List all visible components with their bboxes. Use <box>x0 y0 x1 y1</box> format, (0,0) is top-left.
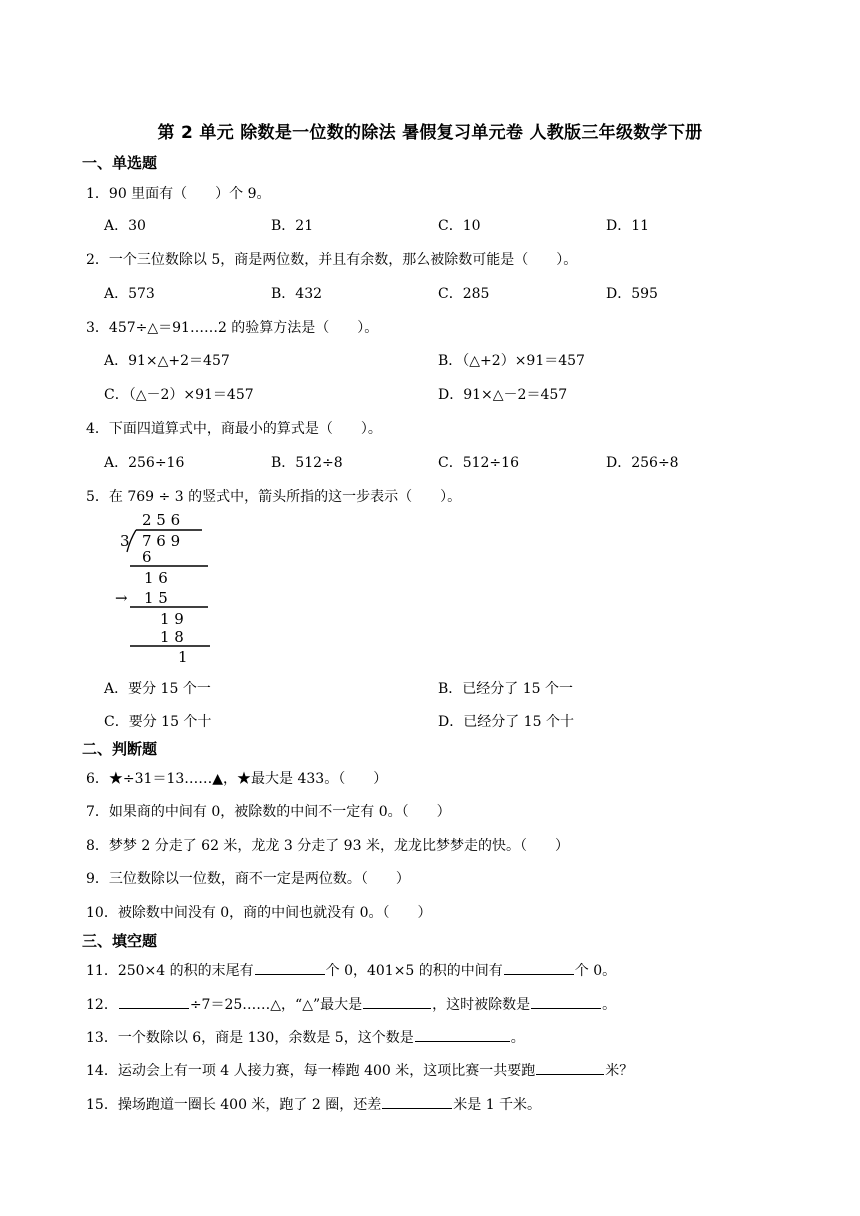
q11-text-3: 个 0。 <box>574 963 617 979</box>
question-6: 6．★÷31＝13……▲，★最大是 433。（ ） <box>86 771 388 787</box>
division-step-16: 1 6 <box>144 569 168 587</box>
question-7: 7．如果商的中间有 0，被除数的中间不一定有 0。（ ） <box>86 804 451 820</box>
q4-option-b: B．512÷8 <box>271 455 343 471</box>
q1-option-b: B．21 <box>271 218 314 234</box>
q2-option-c: C．285 <box>438 286 490 302</box>
q3-option-b: B．（△+2）×91＝457 <box>438 353 585 369</box>
q2-option-d: D．595 <box>606 286 658 302</box>
q3-option-a: A．91×△+2＝457 <box>104 353 230 369</box>
section-heading-fill-blank: 三、填空题 <box>82 932 158 950</box>
q11-blank-1[interactable] <box>255 960 325 975</box>
q12-blank-result[interactable] <box>531 994 601 1009</box>
q1-option-c: C．10 <box>438 218 481 234</box>
q3-option-c: C．（△－2）×91＝457 <box>104 387 254 403</box>
question-12 <box>86 994 616 1014</box>
question-9: 9．三位数除以一位数，商不一定是两位数。（ ） <box>86 871 410 887</box>
q14-text-1: 14．运动会上有一项 4 人接力赛，每一棒跑 400 米，这项比赛一共要跑 <box>86 1063 536 1079</box>
q4-option-a: A．256÷16 <box>104 455 185 471</box>
q12-text-3: ，这时被除数是 <box>432 997 531 1013</box>
q12-blank-max[interactable] <box>363 994 431 1009</box>
division-remainder: 1 <box>178 648 188 666</box>
q11-text-1: 11．250×4 的积的末尾有 <box>86 963 254 979</box>
question-2-stem: 2．一个三位数除以 5，商是两位数，并且有余数，那么被除数可能是（ ）。 <box>86 252 578 268</box>
q2-option-b: B．432 <box>271 286 323 302</box>
division-step-18: 1 8 <box>160 628 184 646</box>
page-title: 第 2 单元 除数是一位数的除法 暑假复习单元卷 人教版三年级数学下册 <box>157 123 703 143</box>
division-step-6: 6 <box>142 548 152 566</box>
q13-text-2: 。 <box>510 1030 525 1046</box>
q13-text-1: 13．一个数除以 6，商是 130，余数是 5，这个数是 <box>86 1030 414 1046</box>
q15-blank[interactable] <box>382 1094 452 1109</box>
question-11 <box>86 960 616 980</box>
question-4-stem: 4．下面四道算式中，商最小的算式是（ ）。 <box>86 421 382 437</box>
q5-option-d: D．已经分了 15 个十 <box>438 714 574 730</box>
q4-option-d: D．256÷8 <box>606 455 679 471</box>
q15-text-1: 15．操场跑道一圈长 400 米，跑了 2 圈，还差 <box>86 1097 382 1113</box>
q4-option-c: C．512÷16 <box>438 455 519 471</box>
q5-option-a: A．要分 15 个一 <box>104 681 211 697</box>
question-3-stem: 3．457÷△＝91……2 的验算方法是（ ）。 <box>86 320 379 336</box>
division-arrow: → <box>115 589 128 607</box>
q13-blank[interactable] <box>415 1027 510 1042</box>
division-step-19: 1 9 <box>160 610 184 628</box>
question-10: 10．被除数中间没有 0，商的中间也就没有 0。（ ） <box>86 905 432 921</box>
q14-blank[interactable] <box>536 1060 604 1075</box>
question-13 <box>86 1027 525 1047</box>
question-8: 8．梦梦 2 分走了 62 米，龙龙 3 分走了 93 米，龙龙比梦梦走的快。（ ） <box>86 838 569 854</box>
q5-option-c: C．要分 15 个十 <box>104 714 212 730</box>
division-dividend: 7 6 9 <box>142 532 181 550</box>
q14-text-2: 米？ <box>605 1063 634 1079</box>
q15-text-2: 米是 1 千米。 <box>453 1097 542 1113</box>
q12-text-4: 。 <box>602 997 617 1013</box>
q2-option-a: A．573 <box>104 286 155 302</box>
division-step-15: 1 5 <box>144 589 168 607</box>
question-15 <box>86 1094 541 1114</box>
q11-blank-2[interactable] <box>504 960 574 975</box>
section-heading-single-choice: 一、单选题 <box>82 154 158 172</box>
q12-blank-dividend[interactable] <box>119 994 189 1009</box>
q3-option-d: D．91×△－2＝457 <box>438 387 568 403</box>
section-heading-true-false: 二、判断题 <box>82 740 158 758</box>
question-5-stem: 5．在 769 ÷ 3 的竖式中，箭头所指的这一步表示（ ）。 <box>86 489 462 505</box>
q12-text-1: 12． <box>86 997 118 1013</box>
division-divisor: 3 <box>120 532 130 550</box>
division-quotient: 2 5 6 <box>142 511 181 529</box>
q1-option-d: D．11 <box>606 218 650 234</box>
q1-option-a: A．30 <box>104 218 146 234</box>
q11-text-2: 个 0，401×5 的积的中间有 <box>325 963 503 979</box>
q12-text-2: ÷7＝25……△，“△”最大是 <box>189 997 363 1013</box>
q5-option-b: B．已经分了 15 个一 <box>438 681 574 697</box>
long-division-figure <box>112 510 222 670</box>
question-1-stem: 1．90 里面有（ ）个 9。 <box>86 186 271 202</box>
question-14 <box>86 1060 633 1080</box>
